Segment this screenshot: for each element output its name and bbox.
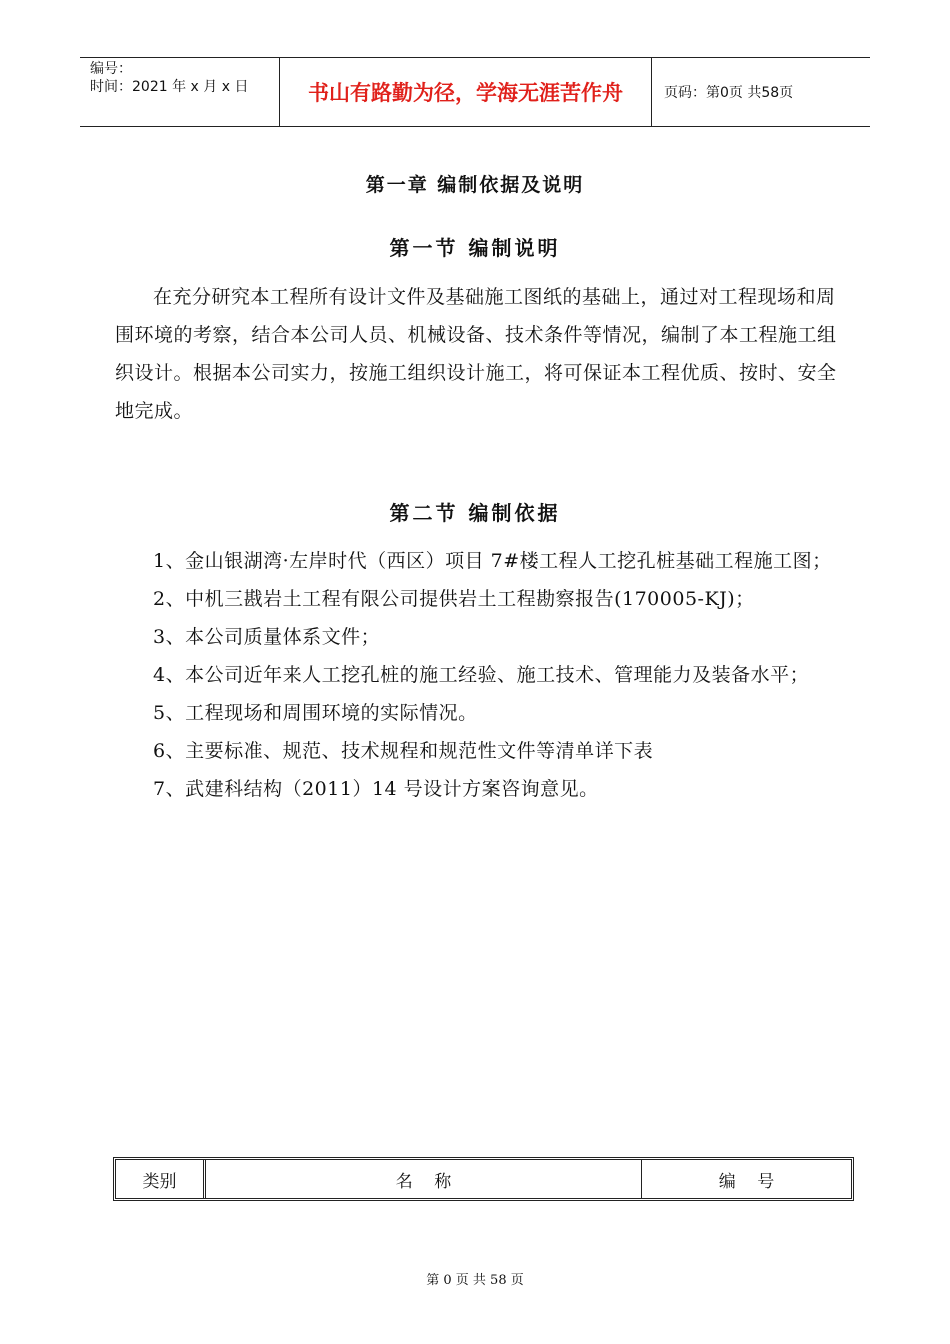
list-item: 3、本公司质量体系文件； bbox=[153, 626, 381, 648]
header-page-info: 页码：第0页 共58页 bbox=[664, 85, 794, 101]
standards-table-header bbox=[113, 1157, 854, 1201]
list-item: 4、本公司近年来人工挖孔桩的施工经验、施工技术、管理能力及装备水平； bbox=[153, 664, 810, 686]
col-name: 名 称 bbox=[206, 1160, 642, 1198]
number-label: 编号： bbox=[90, 61, 132, 77]
section1-title: 第一节 编制说明 bbox=[389, 236, 561, 260]
basis-list bbox=[115, 542, 840, 808]
time-label: 时间：2021 年 x 月 x 日 bbox=[90, 79, 249, 95]
list-item: 6、主要标准、规范、技术规程和规范性文件等清单详下表 bbox=[153, 740, 654, 762]
col-number: 编 号 bbox=[718, 1171, 775, 1192]
list-item: 2、中机三戡岩土工程有限公司提供岩土工程勘察报告(170005-KJ)； bbox=[153, 588, 755, 610]
col-category: 类别 bbox=[116, 1160, 206, 1198]
list-item: 7、武建科结构（2011）14 号设计方案咨询意见。 bbox=[153, 778, 599, 800]
list-item: 1、金山银湖湾·左岸时代（西区）项目 7#楼工程人工挖孔桩基础工程施工图； bbox=[153, 550, 832, 572]
list-item: 5、工程现场和周围环境的实际情况。 bbox=[153, 702, 478, 724]
header-motto: 书山有路勤为径，学海无涯苦作舟 bbox=[280, 58, 652, 126]
chapter-title: 第一章 编制依据及说明 bbox=[365, 174, 585, 196]
header-info-cell bbox=[80, 58, 280, 126]
page-footer: 第 0 页 共 58 页 bbox=[426, 1273, 524, 1288]
header-table bbox=[80, 57, 870, 127]
section2-title: 第二节 编制依据 bbox=[389, 501, 561, 525]
section1-paragraph: 在充分研究本工程所有设计文件及基础施工图纸的基础上，通过对工程现场和周围环境的考察，结合本公司人员、机械设备、技术条件等情况，编制了本工程施工组织设计。根据本公司实力，按施工组织设计施工，将可保证本工程优质、按时、安全地完成。 bbox=[115, 286, 837, 422]
